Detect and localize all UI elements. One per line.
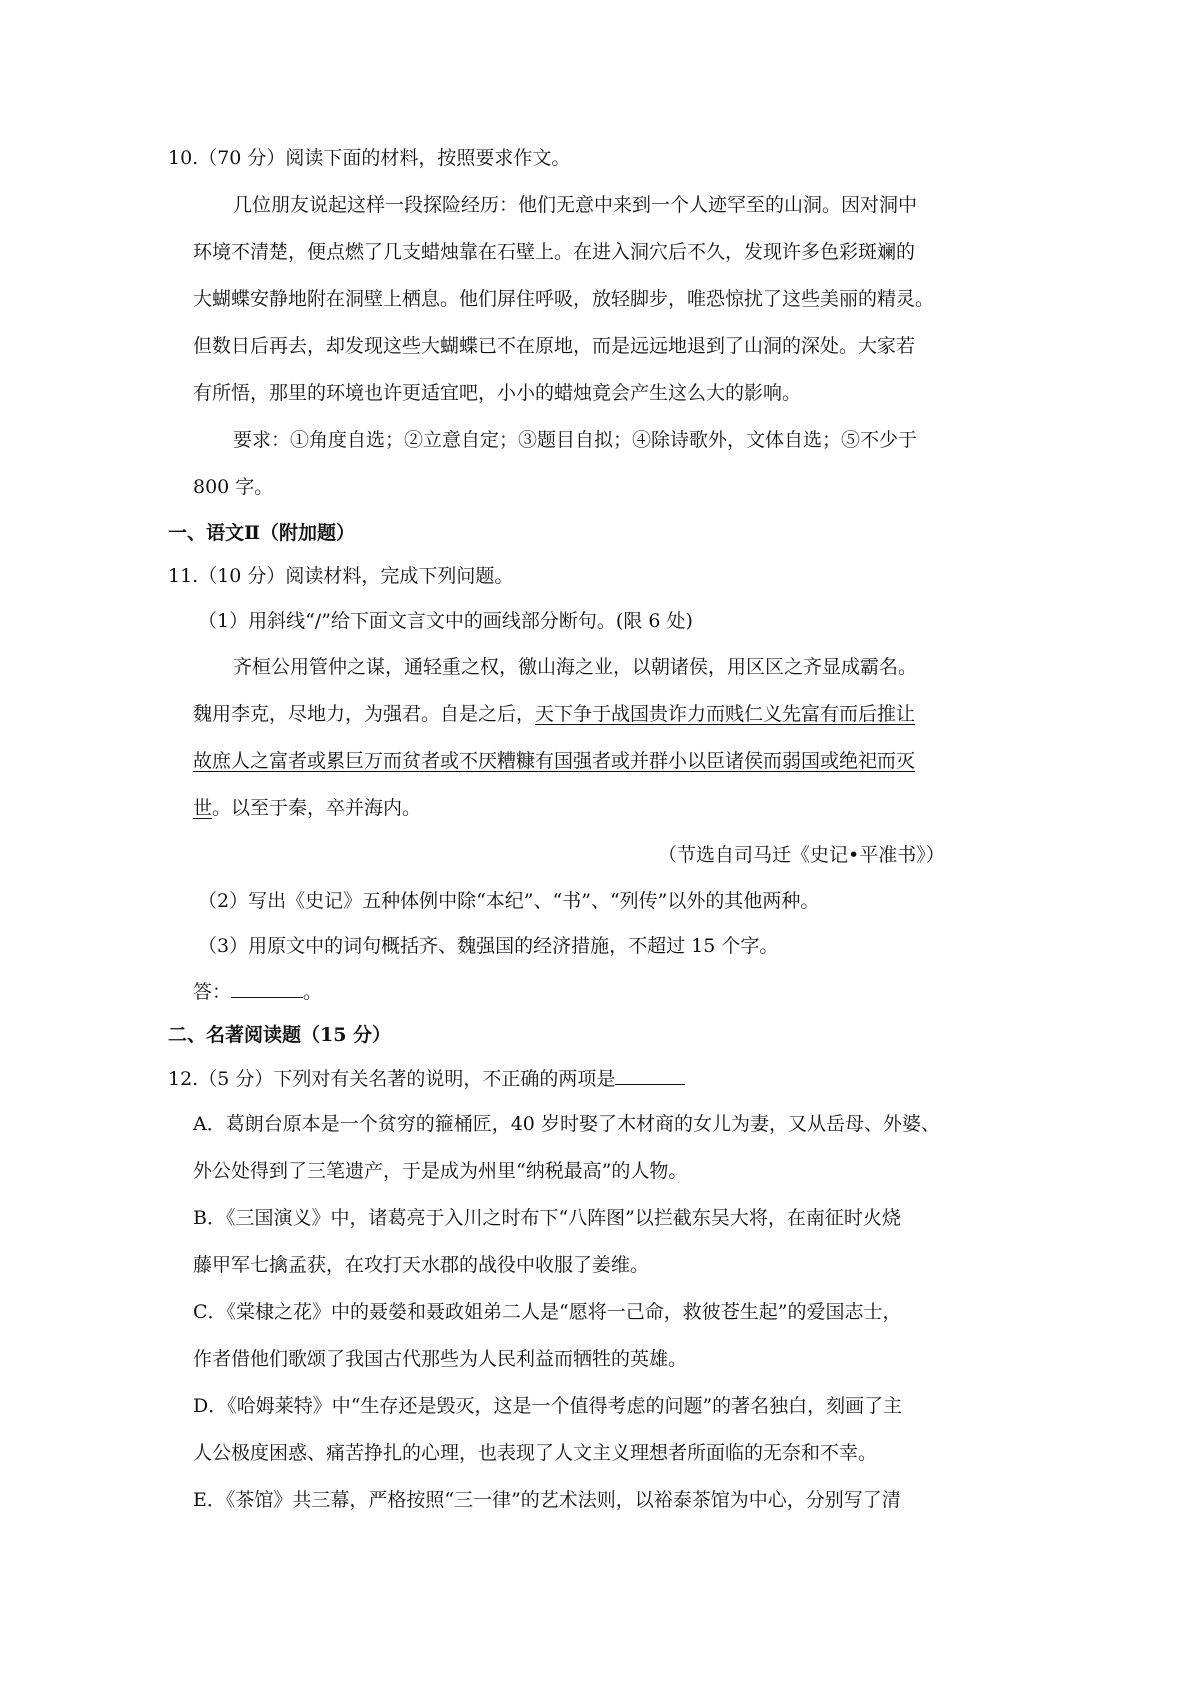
- q10-head: 10.（70 分）阅读下面的材料，按照要求作文。: [168, 147, 571, 169]
- q12-option-b: B．《三国演义》中，诸葛亮于入川之时布下“八阵图”以拦截东吴大将，在南征时火烧: [193, 1207, 901, 1229]
- q12-option-e: E．《茶馆》共三幕，严格按照“三一律”的艺术法则，以裕泰茶馆为中心，分别写了清: [193, 1489, 901, 1511]
- q11-source: （节选自司马迁《史记•平准书》）: [658, 844, 945, 866]
- q12-option-a: A．葛朗台原本是一个贫穷的箍桶匠，40 岁时娶了木材商的女儿为妻，又从岳母、外婆、: [193, 1113, 940, 1135]
- q11-sub1: （1）用斜线“/”给下面文言文中的画线部分断句。(限 6 处): [198, 610, 693, 632]
- section-heading-1: 一、语文Ⅱ（附加题）: [168, 522, 356, 544]
- q10-para-line: 有所悟，那里的环境也许更适宜吧，小小的蜡烛竟会产生这么大的影响。: [193, 382, 802, 404]
- q12-option-c-cont: 作者借他们歌颂了我国古代那些为人民利益而牺牲的英雄。: [193, 1348, 688, 1370]
- q11-answer-line: [193, 979, 322, 1004]
- q11-underlined-text: 故庶人之富者或累巨万而贫者或不厌糟糠有国强者或并群小以臣诸侯而弱国或绝祀而灭: [193, 750, 916, 772]
- answer-label: 答：: [193, 981, 232, 1003]
- q10-para-line: 几位朋友说起这样一段探险经历：他们无意中来到一个人迹罕至的山洞。因对洞中: [233, 194, 918, 216]
- q10-requirements: 要求：①角度自选；②立意自定；③题目自拟；④除诗歌外，文体自选；⑤不少于: [233, 429, 918, 451]
- q12-head: [168, 1066, 685, 1091]
- q11-text-plain: 魏用李克，尽地力，为强君。自是之后，: [193, 703, 536, 725]
- q10-para-line: 环境不清楚，便点燃了几支蜡烛靠在石壁上。在进入洞穴后不久，发现许多色彩斑斓的: [193, 241, 916, 263]
- q11-head: 11.（10 分）阅读材料，完成下列问题。: [168, 565, 514, 587]
- section-heading-2: 二、名著阅读题（15 分）: [168, 1024, 392, 1046]
- answer-blank[interactable]: [615, 1066, 685, 1085]
- q11-text-plain: 。以至于秦，卒并海内。: [212, 797, 422, 819]
- q11-underlined-text: 天下争于战国贵诈力而贱仁义先富有而后推让: [535, 703, 916, 725]
- q11-text-line: 齐桓公用管仲之谋，通轻重之权，徼山海之业，以朝诸侯，用区区之齐显成霸名。: [233, 656, 918, 678]
- q11-text-line: [193, 796, 421, 820]
- q12-option-c: C．《棠棣之花》中的聂嫈和聂政姐弟二人是“愿将一己命，救彼苍生起”的爱国志士，: [193, 1301, 902, 1323]
- q10-requirements-cont: 800 字。: [193, 476, 274, 498]
- q11-underlined-text: 世: [193, 797, 213, 819]
- answer-blank[interactable]: [231, 979, 303, 998]
- q12-option-b-cont: 藤甲军七擒孟获，在攻打天水郡的战役中收服了姜维。: [193, 1254, 650, 1276]
- q12-option-a-cont: 外公处得到了三笔遗产，于是成为州里“纳税最高”的人物。: [193, 1160, 688, 1182]
- q12-option-d-cont: 人公极度困惑、痛苦挣扎的心理，也表现了人文主义理想者所面临的无奈和不幸。: [193, 1442, 878, 1464]
- q10-para-line: 大蝴蝶安静地附在洞壁上栖息。他们屏住呼吸，放轻脚步，唯恐惊扰了这些美丽的精灵。: [193, 288, 935, 310]
- q12-option-d: D．《哈姆莱特》中“生存还是毁灭，这是一个值得考虑的问题”的著名独白，刻画了主: [193, 1395, 903, 1417]
- q11-text-line: [193, 702, 915, 726]
- q12-head-text: 12.（5 分）下列对有关名著的说明，不正确的两项是: [168, 1068, 616, 1090]
- answer-end: 。: [303, 981, 323, 1003]
- q11-sub2: （2）写出《史记》五种体例中除“本纪”、“书”、“列传”以外的其他两种。: [198, 890, 820, 912]
- q10-para-line: 但数日后再去，却发现这些大蝴蝶已不在原地，而是远远地退到了山洞的深处。大家若: [193, 335, 916, 357]
- q11-sub3: （3）用原文中的词句概括齐、魏强国的经济措施，不超过 15 个字。: [198, 935, 779, 957]
